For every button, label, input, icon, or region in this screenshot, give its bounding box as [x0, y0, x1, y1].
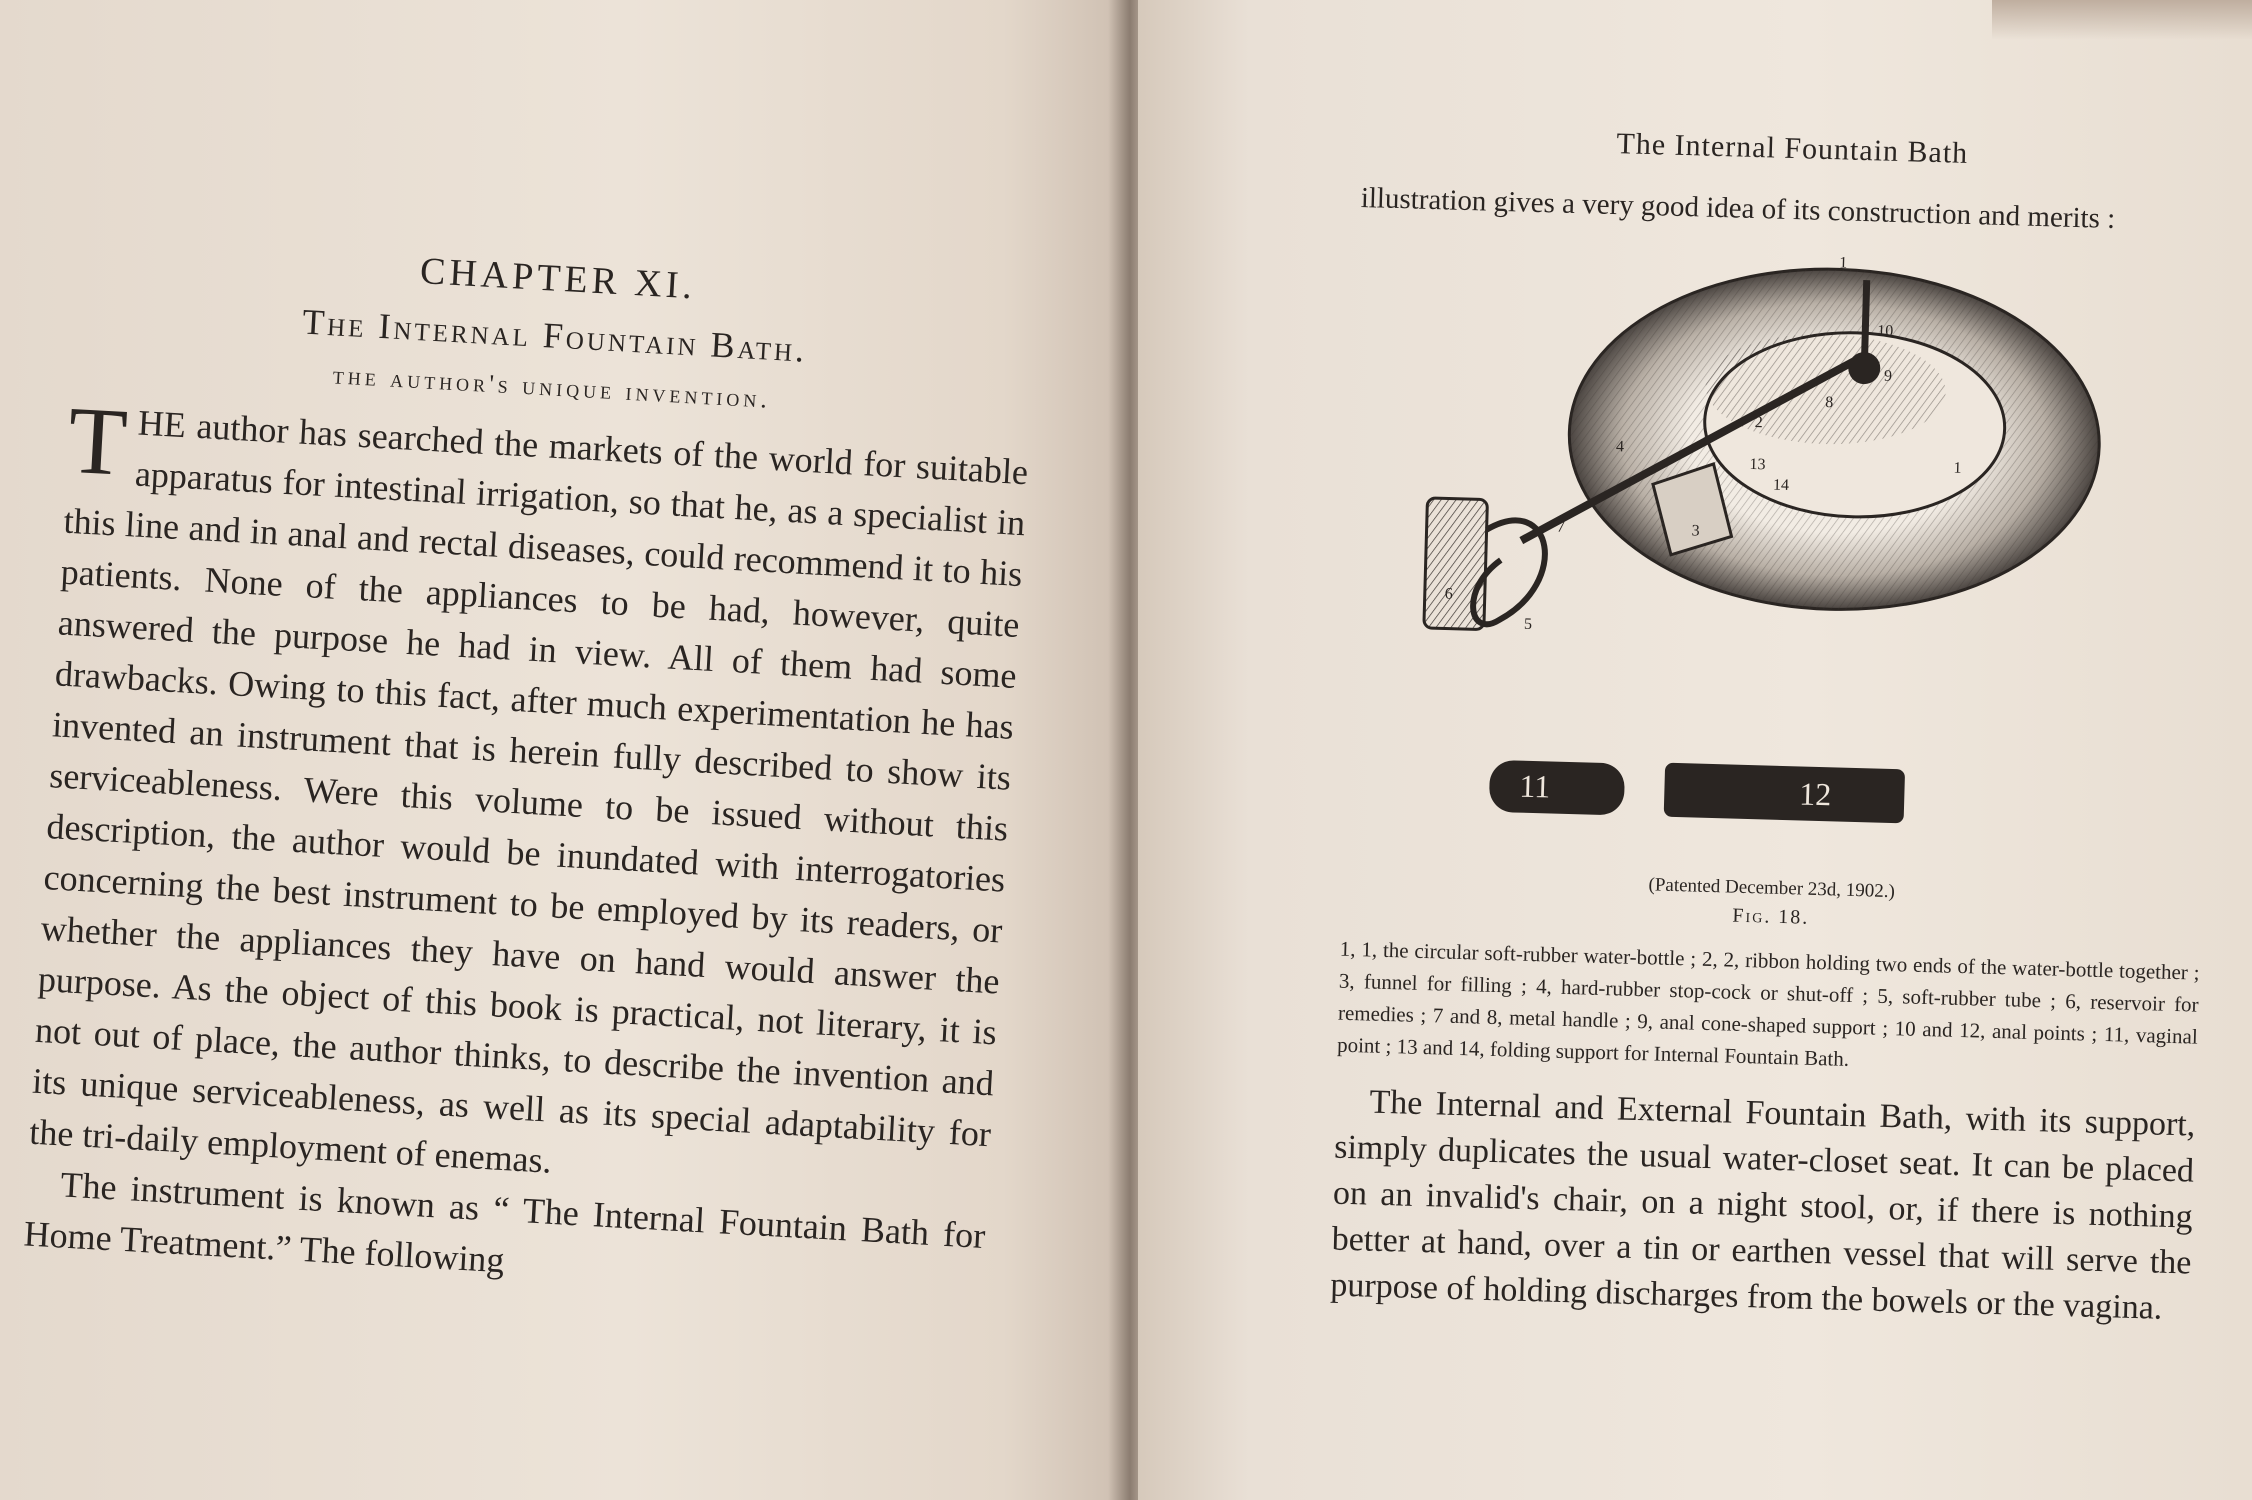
figure-patent-caption: (Patented December 23d, 1902.) — [1648, 874, 1896, 903]
right-paragraph: The Internal and External Fountain Bath, with its support, simply duplicates the usual water-closet seat. It can be placed on an invalid's chair, on a night stool, or, if there is nothing better at hand, over a tin or earthen vessel that will serve the purpose of holding discharges from the bowels or the vagina. — [1329, 1083, 2196, 1327]
drop-cap: T — [65, 385, 130, 496]
fountain-bath-engraving — [1342, 226, 2220, 890]
figure-number: Fig. 18. — [1732, 904, 1810, 929]
chapter-title: The Internal Fountain Bath. — [301, 301, 809, 370]
fountain-bath-illustration — [1342, 226, 2220, 890]
figure-legend: 1, 1, the circular soft-rubber water-bottle ; 2, 2, ribbon holding two ends of the water-bottle together ; 3, funnel for filling ; 4, hard-rubber stop-cock or shut-off ; 5, soft-rubber tube ; 6, reservoir for remedies ; 7 and 8, metal handle ; 9, anal cone-shaped support ; 10 and 12, anal points ; 11, vaginal point ; 13 and 14, folding support for Internal Fountain Bath. — [1336, 936, 2200, 1071]
right-page — [1138, 0, 2252, 1500]
left-paragraph-1-text: HE author has searched the markets of the world for suitable apparatus for intestinal irrigation, so that he, as a specialist in this line and in anal and rectal diseases, could recommend it to his patients. None of the appliances to be had, however, quite answered the purpose he had in view. All of them had some drawbacks. Owing to this fact, after much experimentation he has invented an instrument that is herein fully described to show its serviceableness. Were this volume to be issued without this description, the author would be inundated with interrogatories concerning the best instrument to be employed by its readers, or whether the appliances they have on hand would answer the purpose. As the object of this book is practical, not literary, it is not out of place, the author thinks, to describe the invention and its unique serviceableness, as well as its special adaptability for the tri-daily employment of enemas. — [28, 402, 1030, 1181]
figure-label-7: 7 — [1556, 518, 1565, 536]
figure-label-1-top: 1 — [1838, 254, 1848, 272]
figure-label-11: 11 — [1518, 767, 1551, 805]
figure-label-6: 6 — [1444, 585, 1454, 603]
figure-label-12: 12 — [1798, 775, 1832, 813]
right-page-text-block — [1330, 120, 2223, 1333]
figure-label-2: 2 — [1754, 414, 1763, 432]
figure-label-14: 14 — [1772, 476, 1790, 495]
figure-label-3: 3 — [1691, 522, 1700, 540]
figure-label-8: 8 — [1825, 394, 1834, 412]
figure-label-4: 4 — [1615, 438, 1625, 456]
background-corner — [1992, 0, 2252, 40]
left-page-text-block — [22, 230, 1038, 1313]
figure-label-1-right: 1 — [1953, 459, 1962, 477]
chapter-subtitle: the author's unique invention. — [332, 360, 772, 414]
intro-text: illustration gives a very good idea of its construction and merits : — [1360, 181, 2116, 236]
left-paragraph-2: The instrument is known as “ The Internal Fountain Bath for Home Treatment.” The following — [22, 1164, 987, 1281]
figure-label-5: 5 — [1523, 615, 1533, 633]
figure-label-9: 9 — [1883, 367, 1893, 385]
chapter-number: CHAPTER XI. — [418, 250, 698, 308]
figure-label-13: 13 — [1749, 455, 1766, 474]
running-head: The Internal Fountain Bath — [1616, 127, 1969, 170]
figure-label-10: 10 — [1877, 322, 1894, 340]
